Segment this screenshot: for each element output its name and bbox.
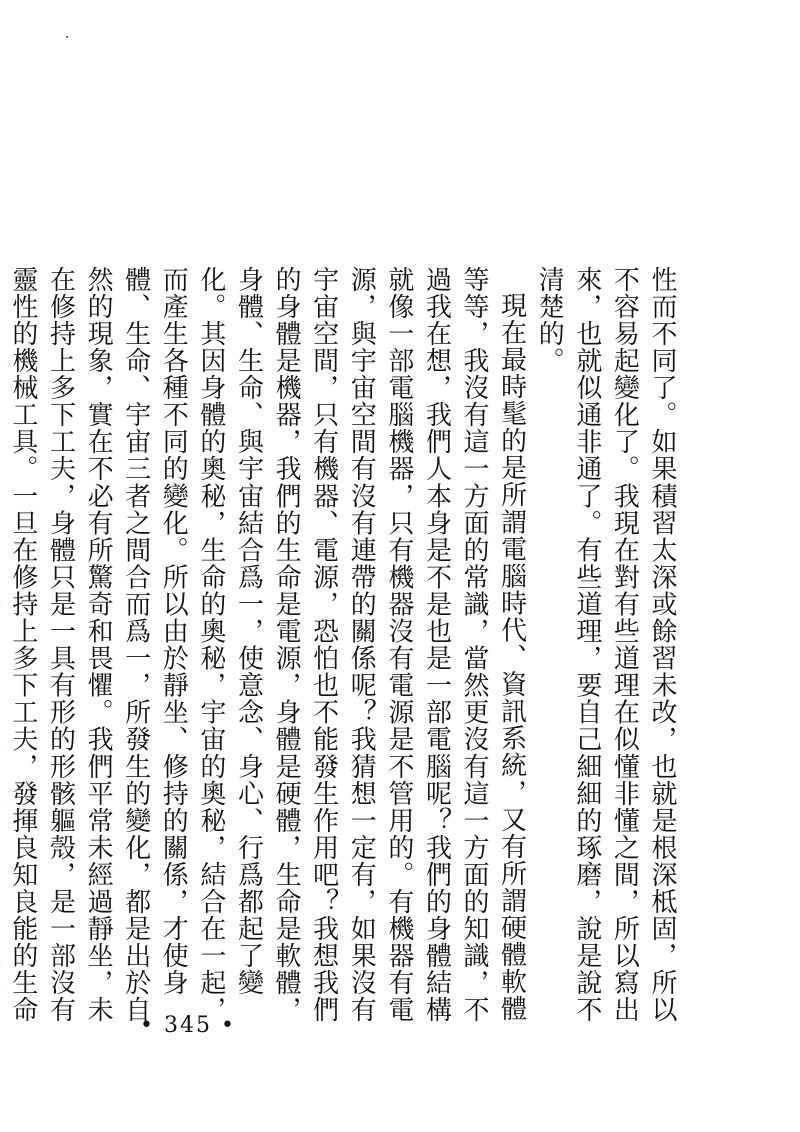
paragraph-1: 性而不同了。如果積習太深或餘習未改，也就是根深柢固，所以不容易起變化了。我現在對有些道理在似懂非懂之間，所以寫出來，也就似通非通了。有些道理，要自己細細的琢磨，說是說不清楚的。 (534, 266, 677, 1024)
page-number: • 345 • (140, 1013, 236, 1038)
scan-speck (66, 36, 68, 38)
paragraph-2: 現在最時髦的是所謂電腦時代、資訊系統，又有所謂硬體軟體等等，我沒有這一方面的常識，當然更沒有這一方面的知識，不過我在想，我們人本身是不是也是一部電腦呢？我們的身體結構就像一部電腦機器，只有機器沒有電源是不管用的。有機器有電源，與宇宙空間有沒有連帶的關係呢？我猜想一定有，如果沒有宇宙空間，只有機器、電源，恐怕也不能發生作用吧？我想我們的身體是機器，我們的生命是電源，身體是硬體，生命是軟體，身體、生命、與宇宙結合爲一，使意念、身心、行爲都起了變化。其因身體的奧秘，生命的奧秘，宇宙的奧秘，結合在一起，而產生各種不同的變化。所以由於靜坐、修持的關係，才使身體、生命、宇宙三者之間合而爲一，所發生的變化，都是出於自然的現象，實在不必有所驚奇和畏懼。我們平常未經過靜坐，未在修持上多下工夫，身體只是一具有形的形骸軀殼，是一部沒有靈性的機械工具。一旦在修持上多下工夫，發揮良知良能的生命 (7, 266, 527, 1024)
vertical-text-block (7, 266, 680, 1026)
